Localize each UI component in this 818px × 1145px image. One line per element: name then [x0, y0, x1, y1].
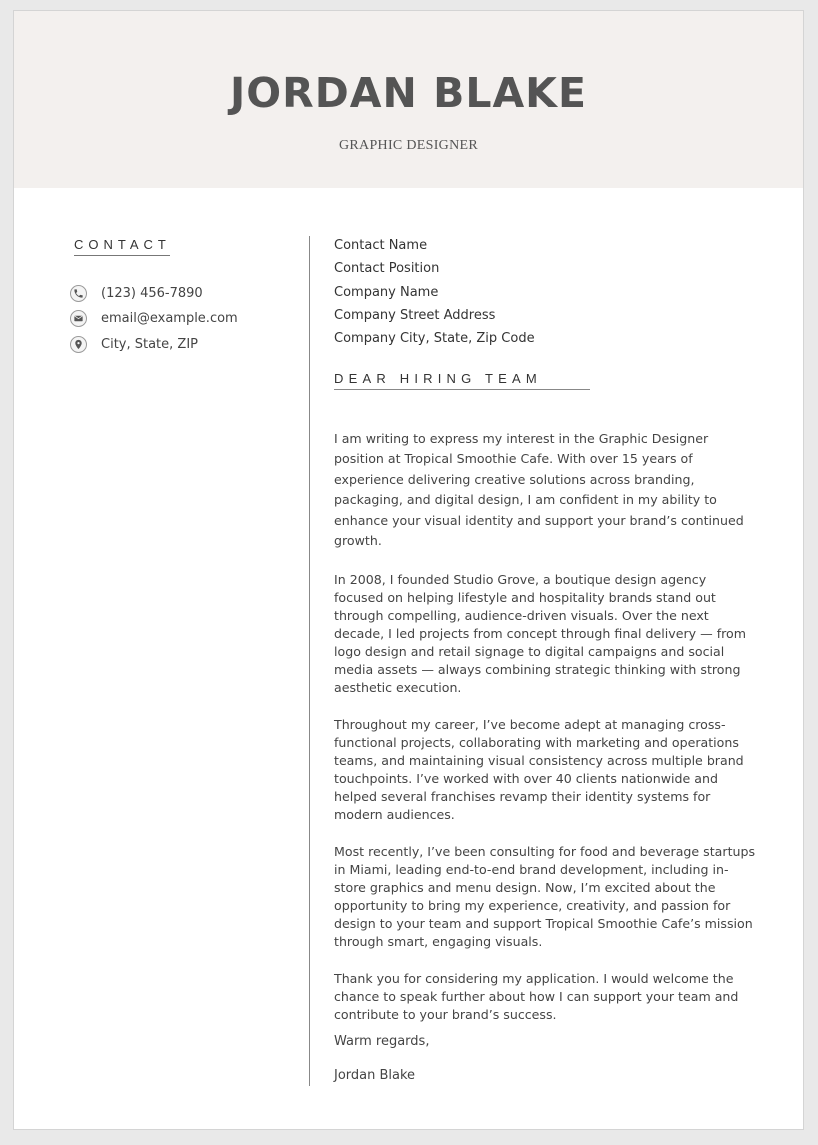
recipient-street-address: Company Street Address	[334, 307, 496, 323]
phone-number: (123) 456-7890	[101, 285, 203, 301]
recipient-contact-name: Contact Name	[334, 238, 428, 253]
paragraph: In 2008, I founded Studio Grove, a boutique design agency focused on helping lifestyle and hospitality brands stand out through compelling, audience-driven visuals. Over the next decade, I led projects from concept through final delivery — from logo design and retail signage to digital campaigns and social media assets — always combining strategic thinking with strong aesthetic execution.	[334, 572, 746, 696]
paragraph: Throughout my career, I’ve become adept at managing cross-functional projects, collaborating with marketing and operations teams, and maintaining visual consistency across multiple brand touchpoints. I’ve worked with over 40 clients nationwide and helped several franchises revamp their identity systems for modern audiences.	[334, 717, 744, 823]
phone-icon	[70, 285, 87, 302]
location-icon	[70, 336, 87, 353]
column-divider	[309, 236, 310, 1086]
cover-letter-page	[13, 10, 804, 1130]
letter-body	[334, 429, 758, 1043]
recipient-city-state-zip: Company City, State, Zip Code	[334, 331, 535, 347]
paragraph: I am writing to express my interest in the Graphic Designer position at Tropical Smoothie Cafe. With over 15 years of experience delivering creative solutions across branding, packaging, and digital design, I am confident in my ability to enhance your visual identity and support your brand’s continued growth.	[334, 431, 744, 549]
paragraph: Thank you for considering my application. I would welcome the chance to speak further about how I can support your team and contribute to your brand’s success.	[334, 971, 739, 1023]
city-state-zip: City, State, ZIP	[101, 336, 198, 352]
salutation: DEAR HIRING TEAM	[334, 371, 590, 390]
recipient-block	[334, 236, 535, 352]
header-banner	[14, 11, 803, 188]
recipient-company-name: Company Name	[334, 284, 439, 300]
contact-heading: CONTACT	[74, 237, 170, 256]
closing: Warm regards,	[334, 1034, 430, 1049]
job-title: GRAPHIC DESIGNER	[339, 138, 478, 153]
contact-email	[70, 308, 238, 328]
contact-phone	[70, 283, 203, 303]
applicant-name: JORDAN BLAKE	[230, 69, 587, 117]
email-address: email@example.com	[101, 310, 238, 326]
paragraph: Most recently, I’ve been consulting for food and beverage startups in Miami, leading end-to-end brand development, including in-store graphics and menu design. Now, I’m excited about the opportunity to bring my experience, creativity, and passion for design to your team and support Tropical Smoothie Cafe’s mission through smart, engaging visuals.	[334, 844, 756, 950]
contact-location	[70, 334, 198, 354]
recipient-contact-position: Contact Position	[334, 261, 440, 277]
signature-name: Jordan Blake	[334, 1068, 416, 1083]
email-icon	[70, 310, 87, 327]
